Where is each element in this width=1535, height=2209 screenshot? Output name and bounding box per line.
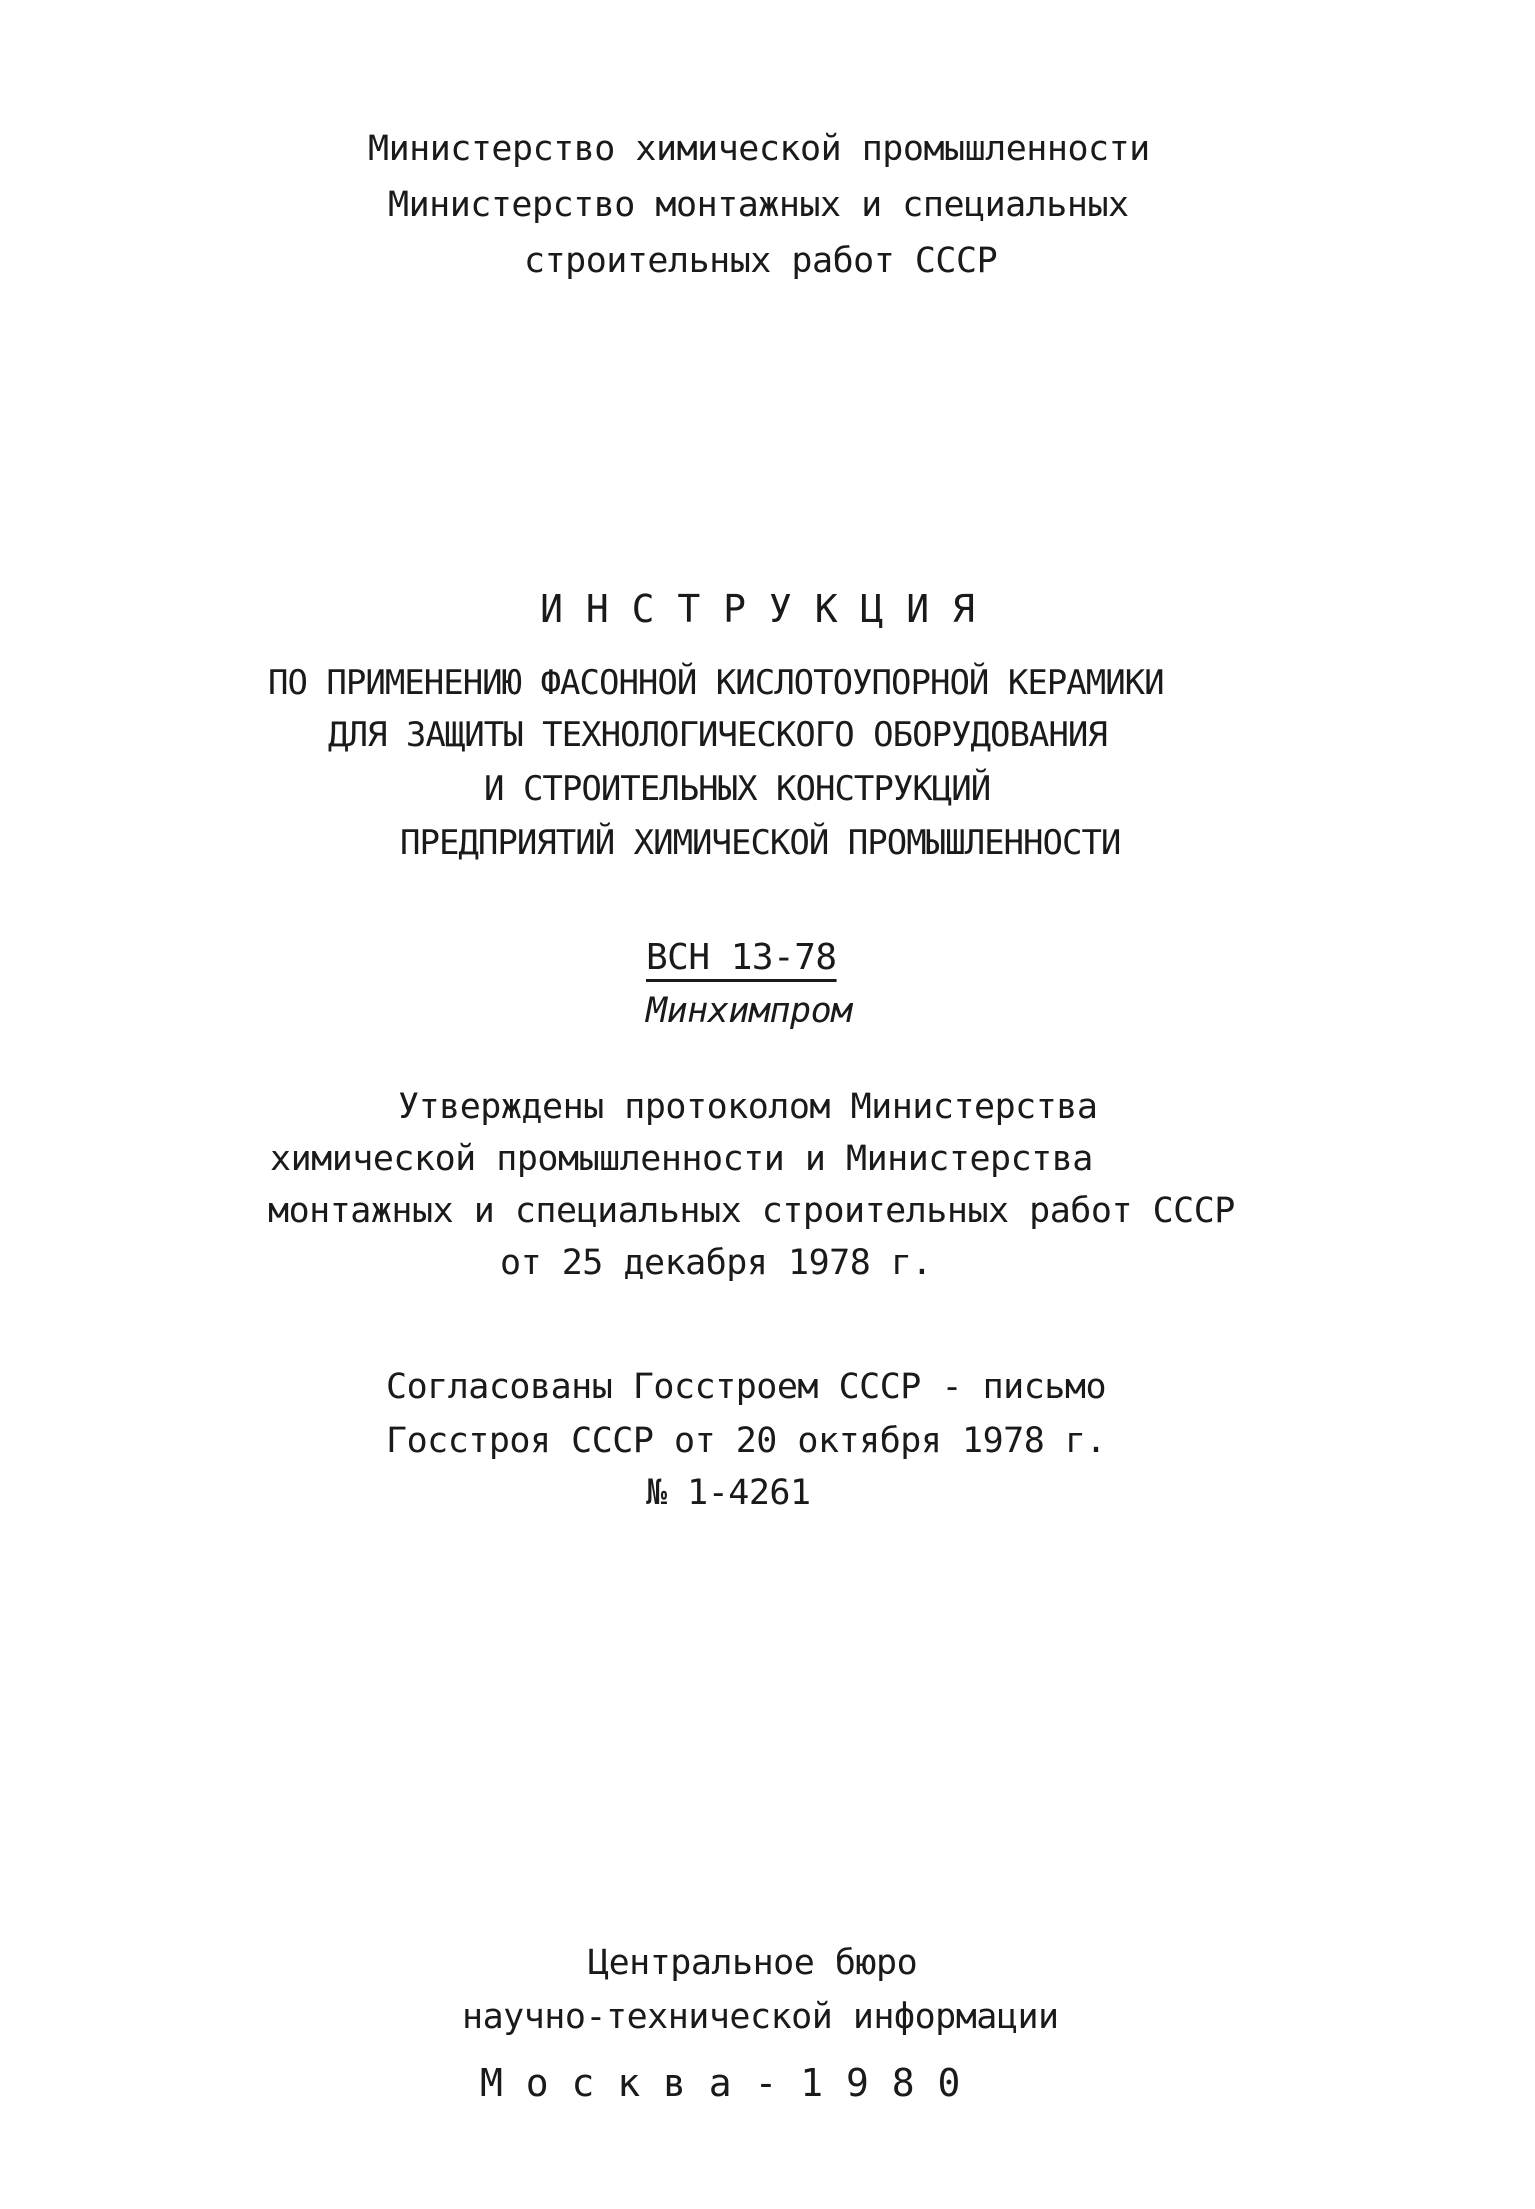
approval-line-2: химической промышленности и Министерства bbox=[270, 1139, 1093, 1179]
agreement-line-1: Согласованы Госстроем СССР - письмо bbox=[386, 1367, 1107, 1407]
approval-date: от 25 декабря 1978 г. bbox=[500, 1243, 933, 1283]
document-title-line-4: ПРЕДПРИЯТИЙ ХИМИЧЕСКОЙ ПРОМЫШЛЕННОСТИ bbox=[400, 823, 1121, 863]
header-ministry-line-1: Министерство химической промышленности bbox=[368, 129, 1150, 169]
document-title-line-3: И СТРОИТЕЛЬНЫХ КОНСТРУКЦИЙ bbox=[484, 769, 991, 809]
document-code: ВСН 13-78 bbox=[646, 937, 837, 978]
agreement-number: № 1-4261 bbox=[646, 1473, 811, 1513]
publisher-line-1: Центральное бюро bbox=[588, 1943, 918, 1983]
document-title-line-2: ДЛЯ ЗАЩИТЫ ТЕХНОЛОГИЧЕСКОГО ОБОРУДОВАНИЯ bbox=[328, 715, 1107, 755]
document-agency: Минхимпром bbox=[646, 991, 852, 1031]
publisher-line-2: научно-технической информации bbox=[462, 1997, 1059, 2037]
header-ministry-line-2: Министерство монтажных и специальных bbox=[388, 185, 1129, 225]
document-title-line-1: ПО ПРИМЕНЕНИЮ ФАСОННОЙ КИСЛОТОУПОРНОЙ КЕРАМИКИ bbox=[268, 663, 1164, 703]
document-title-heading: И Н С Т Р У К Ц И Я bbox=[540, 587, 975, 631]
approval-line-1: Утверждены протоколом Министерства bbox=[398, 1087, 1098, 1127]
header-ministry-line-3: строительных работ СССР bbox=[524, 241, 998, 281]
agreement-line-2: Госстроя СССР от 20 октября 1978 г. bbox=[386, 1421, 1107, 1461]
approval-line-3: монтажных и специальных строительных работ СССР bbox=[268, 1191, 1235, 1231]
publisher-city-year: М о с к в а - 1 9 8 0 bbox=[480, 2061, 961, 2105]
